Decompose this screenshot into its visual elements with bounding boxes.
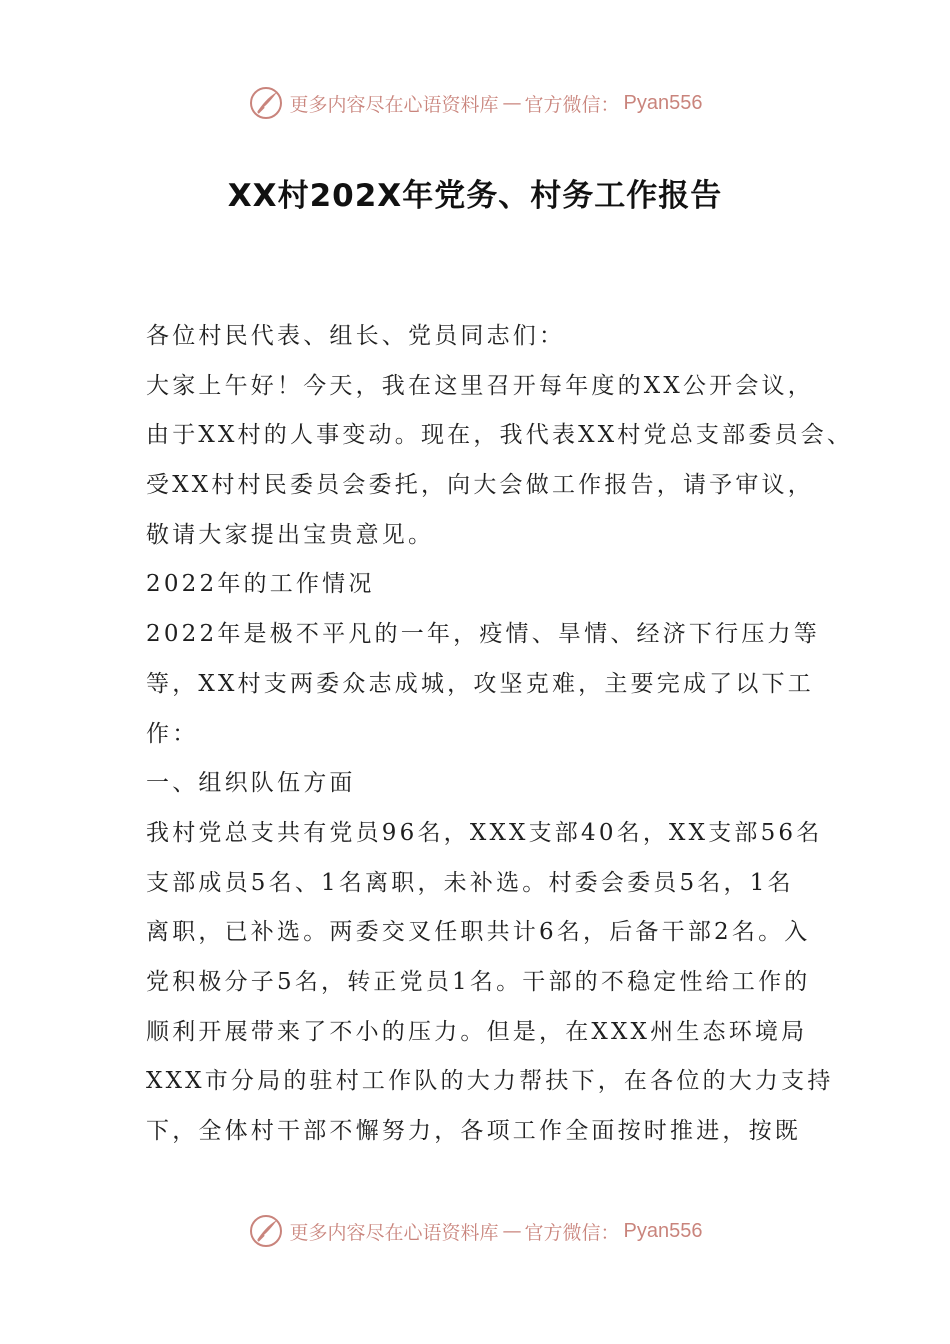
section-heading: 2022年的工作情况 [146,571,375,598]
watermark-wechat-label: 官方微信： [524,93,620,116]
watermark-wechat-id: Pyan556 [623,91,703,114]
body-line: 离职，已补选。两委交叉任职共计6名，后备干部2名。入 [146,919,811,946]
body-line: 我村党总支共有党员96名，XXX支部40名，XX支部56名 [146,819,823,846]
watermark-text: 更多内容尽在心语资料库 [289,93,499,116]
body-line: 敬请大家提出宝贵意见。 [146,521,435,548]
body-line: 支部成员5名、1名离职，未补选。村委会委员5名，1名 [146,869,794,896]
watermark-separator: — [502,1220,521,1242]
header-watermark [0,83,950,123]
document-title: XX村202X年党务、村务工作报告 [227,178,723,214]
body-line: 党积极分子5名，转正党员1名。干部的不稳定性给工作的 [146,968,811,995]
body-line: 各位村民代表、组长、党员同志们： [146,323,566,349]
document-body [146,312,854,1157]
watermark-wechat-label: 官方微信： [524,1221,620,1244]
body-line: 顺利开展带来了不小的压力。但是，在XXX州生态环境局 [146,1018,808,1045]
footer-watermark [0,1211,950,1251]
body-line: 等，XX村支两委众志成城，攻坚克难，主要完成了以下工 [146,670,814,697]
section-heading: 一、组织队伍方面 [146,770,356,797]
quill-logo-icon [248,85,284,121]
body-line: 由于XX村的人事变动。现在，我代表XX村党总支部委员会、 [146,422,854,449]
watermark-text: 更多内容尽在心语资料库 [289,1221,499,1244]
body-line: 下，全体村干部不懈努力，各项工作全面按时推进，按既 [146,1118,801,1144]
body-line: 受XX村村民委员会委托，向大会做工作报告，请予审议， [146,472,814,499]
body-line: XXX市分局的驻村工作队的大力帮扶下，在各位的大力支持 [146,1068,834,1095]
watermark-wechat-id: Pyan556 [623,1219,703,1242]
body-line: 作： [146,720,199,747]
watermark-separator: — [502,92,521,114]
body-line: 大家上午好！今天，我在这里召开每年度的XX公开会议， [146,372,814,399]
quill-logo-icon [248,1213,284,1249]
body-line: 2022年是极不平凡的一年，疫情、旱情、经济下行压力等 [146,621,820,648]
